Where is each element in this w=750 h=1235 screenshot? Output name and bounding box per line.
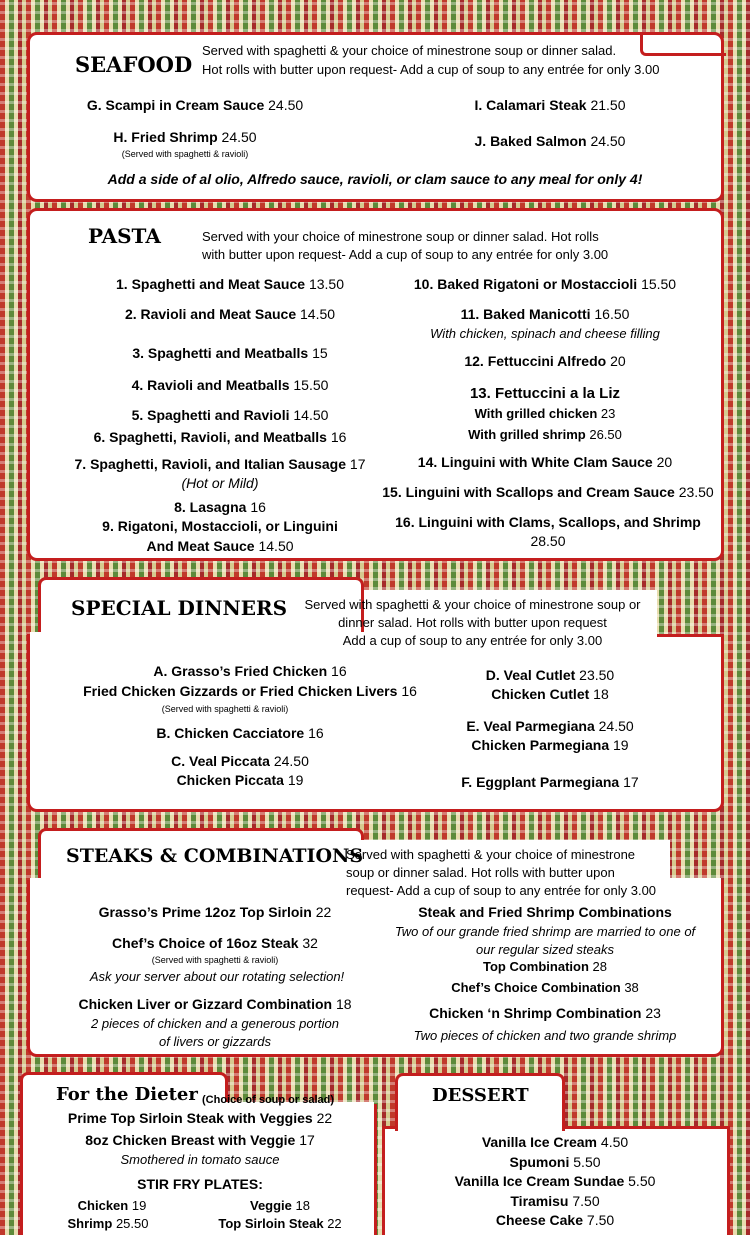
pasta-item-3: 3. Spaghetti and Meatballs 15: [132, 345, 328, 361]
pasta-item-11-sub: With chicken, spinach and cheese filling: [430, 326, 660, 341]
pasta-item-9b: And Meat Sauce 14.50: [146, 538, 294, 554]
menu-item-h-sub: (Served with spaghetti & ravioli): [121, 149, 249, 159]
special-item-a-sub: (Served with spaghetti & ravioli): [161, 704, 289, 714]
special-note-3: Add a cup of soup to any entrée for only 3.00: [342, 633, 603, 648]
pasta-title: PASTA: [88, 224, 161, 248]
pasta-item-11: 11. Baked Manicotti 16.50: [460, 306, 630, 322]
stir-fry-sirloin: Top Sirloin Steak 22: [218, 1216, 342, 1231]
seafood-note-2: Hot rolls with butter upon request- Add a cup of soup to any entrée for only 3.00: [202, 62, 660, 77]
pasta-item-16: 16. Linguini with Clams, Scallops, and Shrimp: [395, 514, 701, 530]
dessert-title: DESSERT: [432, 1085, 529, 1106]
stir-fry-chicken: Chicken 19: [77, 1198, 147, 1213]
steaks-note-1: Served with spaghetti & your choice of minestrone: [346, 847, 636, 862]
pasta-item-13a: With grilled chicken 23: [474, 406, 616, 421]
pasta-item-5: 5. Spaghetti and Ravioli 14.50: [131, 407, 329, 423]
combo-top: Top Combination 28: [483, 959, 607, 974]
seafood-addon: Add a side of al olio, Alfredo sauce, ravioli, or clam sauce to any meal for only 4!: [107, 171, 643, 187]
pasta-item-1: 1. Spaghetti and Meat Sauce 13.50: [116, 276, 344, 292]
dieter-item-2: 8oz Chicken Breast with Veggie 17: [85, 1132, 315, 1148]
special-item-d2: Chicken Cutlet 18: [491, 686, 609, 702]
pasta-item-6: 6. Spaghetti, Ravioli, and Meatballs 16: [93, 429, 347, 445]
seafood-notch: [640, 32, 726, 56]
pasta-item-12: 12. Fettuccini Alfredo 20: [464, 353, 626, 369]
steaks-item-3-note-2: of livers or gizzards: [159, 1034, 271, 1049]
pasta-item-7-sub: (Hot or Mild): [181, 475, 259, 491]
steaks-note-3: request- Add a cup of soup to any entrée for only 3.00: [346, 883, 657, 898]
steaks-note-2: soup or dinner salad. Hot rolls with butter upon: [346, 865, 615, 880]
pasta-item-7: 7. Spaghetti, Ravioli, and Italian Sausage 17: [74, 456, 366, 472]
pasta-item-8: 8. Lasagna 16: [174, 499, 266, 515]
menu-item-j: J. Baked Salmon 24.50: [474, 133, 626, 149]
special-item-c1: C. Veal Piccata 24.50: [171, 753, 309, 769]
pasta-item-16-price: 28.50: [530, 533, 566, 549]
steaks-item-2: Chef’s Choice of 16oz Steak 32: [112, 935, 318, 951]
pasta-item-9a: 9. Rigatoni, Mostaccioli, or Linguini: [102, 518, 338, 534]
steaks-item-1: Grasso’s Prime 12oz Top Sirloin 22: [98, 904, 332, 920]
special-item-b: B. Chicken Cacciatore 16: [156, 725, 324, 741]
special-item-a1: A. Grasso’s Fried Chicken 16: [153, 663, 347, 679]
pasta-note-2: with butter upon request- Add a cup of soup to any entrée for only 3.00: [202, 247, 609, 262]
pasta-item-13: 13. Fettuccini a la Liz: [469, 385, 621, 402]
dessert-item-4: Tiramisu 7.50: [510, 1193, 600, 1209]
steaks-title: STEAKS & COMBINATIONS: [66, 845, 364, 867]
pasta-item-4: 4. Ravioli and Meatballs 15.50: [131, 377, 329, 393]
dieter-title-note: (Choice of soup or salad): [202, 1094, 335, 1106]
stir-fry-title: STIR FRY PLATES:: [137, 1176, 263, 1192]
pasta-item-13b: With grilled shrimp 26.50: [468, 427, 622, 442]
combo-note-2: our regular sized steaks: [475, 942, 614, 957]
menu-item-i: I. Calamari Steak 21.50: [474, 97, 626, 113]
special-item-a2: Fried Chicken Gizzards or Fried Chicken Livers 16: [83, 683, 417, 699]
pasta-item-10: 10. Baked Rigatoni or Mostaccioli 15.50: [413, 276, 677, 292]
combo-chicken-shrimp-note: Two pieces of chicken and two grande shrimp: [413, 1028, 677, 1043]
special-item-c2: Chicken Piccata 19: [176, 772, 304, 788]
special-item-e1: E. Veal Parmegiana 24.50: [466, 718, 634, 734]
combo-title: Steak and Fried Shrimp Combinations: [418, 904, 672, 920]
seafood-title: SEAFOOD: [75, 52, 193, 77]
stir-fry-shrimp: Shrimp 25.50: [67, 1216, 149, 1231]
combo-note-1: Two of our grande fried shrimp are married to one of: [394, 924, 696, 939]
dessert-item-3: Vanilla Ice Cream Sundae 5.50: [454, 1173, 656, 1189]
dieter-title: For the Dieter: [56, 1084, 198, 1105]
menu-item-g: G. Scampi in Cream Sauce 24.50: [86, 97, 304, 113]
steaks-item-3-note-1: 2 pieces of chicken and a generous portion: [91, 1016, 339, 1031]
dessert-item-5: Cheese Cake 7.50: [495, 1212, 615, 1228]
dessert-item-2: Spumoni 5.50: [509, 1154, 601, 1170]
special-title: SPECIAL DINNERS: [71, 596, 288, 620]
special-note-2: dinner salad. Hot rolls with butter upon request: [338, 615, 607, 630]
steaks-item-2-sub: (Served with spaghetti & ravioli): [151, 955, 279, 965]
dessert-tab-fill: [398, 1124, 562, 1132]
combo-chicken-shrimp: Chicken ‘n Shrimp Combination 23: [429, 1005, 661, 1021]
special-item-f: F. Eggplant Parmegiana 17: [461, 774, 639, 790]
steaks-item-3: Chicken Liver or Gizzard Combination 18: [78, 996, 352, 1012]
special-note-1: Served with spaghetti & your choice of minestrone soup or: [304, 597, 641, 612]
pasta-item-15: 15. Linguini with Scallops and Cream Sauce 23.50: [382, 484, 714, 500]
pasta-item-2: 2. Ravioli and Meat Sauce 14.50: [124, 306, 336, 322]
pasta-note-1: Served with your choice of minestrone soup or dinner salad. Hot rolls: [202, 229, 599, 244]
special-item-d1: D. Veal Cutlet 23.50: [485, 667, 615, 683]
seafood-note-1: Served with spaghetti & your choice of minestrone soup or dinner salad.: [202, 43, 617, 58]
special-item-e2: Chicken Parmegiana 19: [471, 737, 629, 753]
dessert-item-1: Vanilla Ice Cream 4.50: [481, 1134, 629, 1150]
dieter-item-2-note: Smothered in tomato sauce: [120, 1152, 280, 1167]
dieter-item-1: Prime Top Sirloin Steak with Veggies 22: [67, 1110, 333, 1126]
combo-chef: Chef’s Choice Combination 38: [451, 980, 639, 995]
stir-fry-veggie: Veggie 18: [249, 1198, 310, 1213]
pasta-item-14: 14. Linguini with White Clam Sauce 20: [417, 454, 673, 470]
menu-item-h: H. Fried Shrimp 24.50: [113, 129, 257, 145]
steaks-item-2-note: Ask your server about our rotating selection!: [89, 969, 345, 984]
